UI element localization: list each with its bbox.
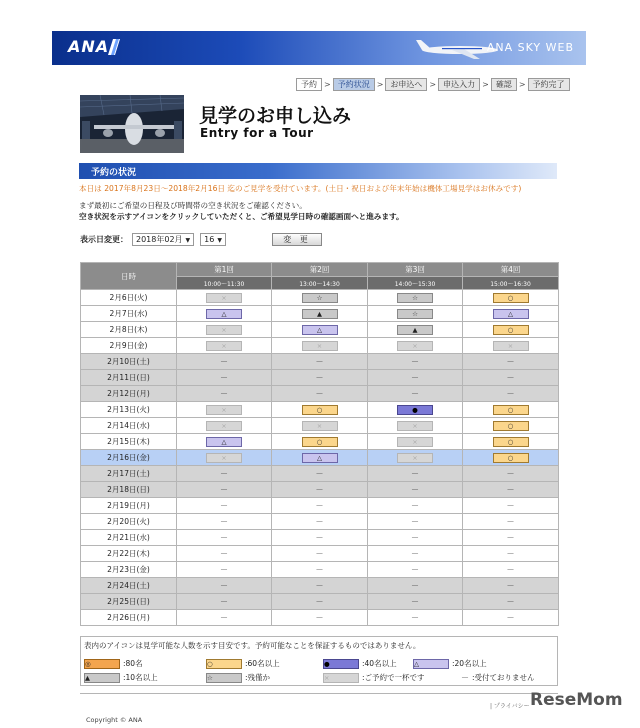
slot-cell [272,498,368,514]
not-accepting-mark: － [220,597,228,606]
full-icon: × [206,405,242,415]
slot-cell [177,562,272,578]
table-row [81,514,559,530]
slot-header: 第2回 [272,263,368,277]
slot-cell [463,578,559,594]
slot-cell [272,322,368,338]
slot-cell [463,418,559,434]
not-accepting-mark: － [220,373,228,382]
step-arrow-icon: > [429,80,437,89]
not-accepting-mark: － [220,581,228,590]
slot-cell [177,594,272,610]
slot-cell [463,450,559,466]
slot-cell [463,610,559,626]
dash-icon: － [461,673,469,682]
not-accepting-mark: － [220,517,228,526]
slot-cell [272,594,368,610]
step-arrow-icon: > [376,80,384,89]
slot-cell [368,306,463,322]
table-row [81,610,559,626]
table-row [81,290,559,306]
full-icon: × [206,325,242,335]
legend-item [206,658,280,669]
table-row [81,466,559,482]
full-icon: × [302,421,338,431]
legend-icon: ● [323,659,359,669]
table-row [81,434,559,450]
footer-divider [80,693,558,694]
slot-cell [177,386,272,402]
not-accepting-mark: － [315,597,324,606]
legend-label: :受付ておりません [472,673,535,682]
slot-cell [368,514,463,530]
date-cell: 2月9日(金) [81,338,177,354]
date-cell: 2月23日(金) [81,562,177,578]
slot-cell [368,370,463,386]
slot-time: 15:00～16:30 [463,277,559,290]
legend-label: :ご予約で一杯です [362,673,425,682]
availability-icon[interactable]: ○ [493,293,529,303]
not-accepting-mark: － [411,565,419,574]
not-accepting-mark: － [315,485,324,494]
not-accepting-mark: － [411,357,419,366]
site-header [52,31,586,65]
slot-cell [177,546,272,562]
copyright-text: Copyright © ANA [86,716,143,724]
date-change-row [80,233,232,246]
not-accepting-mark: － [411,517,419,526]
availability-icon[interactable]: ☆ [397,309,433,319]
day-column-header: 日時 [81,263,177,290]
schedule-table [80,262,559,626]
slot-cell [177,338,272,354]
legend-title: 表内のアイコンは見学可能な人数を示す目安です。予約可能なことを保証するものではありません。 [84,641,421,650]
step-arrow-icon: > [518,80,526,89]
availability-icon[interactable]: ☆ [397,293,433,303]
table-row [81,354,559,370]
not-accepting-mark: － [506,373,515,382]
date-cell: 2月24日(土) [81,578,177,594]
instruction-line-2: 空き状況を示すアイコンをクリックしていただくと、ご希望見学日時の確認画面へと進みます。 [79,212,404,221]
legend-label: :40名以上 [362,659,397,668]
slot-cell [177,418,272,434]
not-accepting-mark: － [315,389,324,398]
date-cell: 2月12日(月) [81,386,177,402]
brand-text: ANA SKY WEB [486,41,574,54]
watermark-logo: ReseMom [530,690,623,710]
slot-cell [368,546,463,562]
not-accepting-mark: － [411,485,419,494]
availability-icon[interactable]: ● [397,405,433,415]
legend-item [206,672,270,683]
slot-cell [272,610,368,626]
full-icon: × [493,341,529,351]
slot-cell [463,434,559,450]
table-row [81,386,559,402]
slot-cell [463,530,559,546]
table-row [81,306,559,322]
table-row [81,418,559,434]
not-accepting-mark: － [411,469,419,478]
chevron-down-icon: ▼ [217,237,222,244]
not-accepting-mark: － [411,389,419,398]
slot-cell [177,370,272,386]
privacy-link[interactable]: | プライバシー [490,703,530,710]
not-accepting-mark: － [411,533,419,542]
legend-item [413,658,487,669]
date-cell: 2月17日(土) [81,466,177,482]
slot-cell [368,338,463,354]
date-cell: 2月20日(火) [81,514,177,530]
page-subtitle: Entry for a Tour [200,126,314,140]
step-item: 予約完了 [528,78,570,91]
slot-cell [177,578,272,594]
slot-cell [463,306,559,322]
progress-steps [296,78,570,91]
slot-cell [368,418,463,434]
slot-cell [272,386,368,402]
legend-icon: ▲ [84,673,120,683]
slot-cell [463,354,559,370]
full-icon: × [206,293,242,303]
full-icon: × [397,453,433,463]
page-title: 見学のお申し込み [199,105,352,127]
not-accepting-mark: － [411,581,419,590]
not-accepting-mark: － [315,549,324,558]
slot-cell [368,594,463,610]
legend-label: :10名以上 [123,673,158,682]
full-icon: × [397,437,433,447]
slot-cell [368,466,463,482]
not-accepting-mark: － [315,501,324,510]
not-accepting-mark: － [506,549,515,558]
not-accepting-mark: － [506,501,515,510]
slot-header: 第1回 [177,263,272,277]
slot-cell [177,450,272,466]
slot-cell [177,306,272,322]
section-header [79,163,557,179]
legend-icon: △ [413,659,449,669]
slot-cell [368,402,463,418]
table-row [81,546,559,562]
slot-cell [368,450,463,466]
slot-cell [463,594,559,610]
slot-cell [272,466,368,482]
day-select-value: 16 [204,235,215,244]
date-change-label: 表示日変更： [80,235,128,244]
not-accepting-mark: － [220,485,228,494]
not-accepting-mark: － [315,565,324,574]
slot-cell [463,402,559,418]
slot-cell [463,514,559,530]
slot-cell [463,370,559,386]
not-accepting-mark: － [220,549,228,558]
slot-cell [177,290,272,306]
not-accepting-mark: － [506,613,515,622]
not-accepting-mark: － [506,581,515,590]
slot-cell [368,530,463,546]
slot-cell [368,354,463,370]
not-accepting-mark: － [411,613,419,622]
availability-icon[interactable]: ▲ [302,309,338,319]
legend-icon: ○ [206,659,242,669]
full-icon: × [397,341,433,351]
availability-icon[interactable]: △ [302,453,338,463]
not-accepting-mark: － [411,373,419,382]
not-accepting-mark: － [220,533,228,542]
availability-icon[interactable]: ☆ [302,293,338,303]
not-accepting-mark: － [411,549,419,558]
date-cell: 2月22日(木) [81,546,177,562]
availability-icon[interactable]: △ [206,309,242,319]
not-accepting-mark: － [315,357,324,366]
not-accepting-mark: － [411,597,419,606]
table-row [81,482,559,498]
not-accepting-mark: － [220,469,228,478]
table-row [81,338,559,354]
slot-cell [272,418,368,434]
slot-cell [272,434,368,450]
legend-icon: × [323,673,359,683]
change-date-button[interactable]: 変 更 [272,233,322,246]
slot-time: 10:00～11:30 [177,277,272,290]
table-row [81,498,559,514]
slot-cell [177,322,272,338]
slot-cell [272,514,368,530]
slot-cell [463,562,559,578]
not-accepting-mark: － [315,533,324,542]
slot-cell [177,402,272,418]
legend-item [84,658,143,669]
availability-icon[interactable]: ○ [493,405,529,415]
not-accepting-mark: － [506,469,515,478]
slot-header: 第3回 [368,263,463,277]
slot-time: 13:00～14:30 [272,277,368,290]
slot-cell [368,322,463,338]
legend-label: :20名以上 [452,659,487,668]
date-cell: 2月11日(日) [81,370,177,386]
slot-cell [272,450,368,466]
availability-icon[interactable]: △ [206,437,242,447]
slot-cell [368,562,463,578]
full-icon: × [206,453,242,463]
step-item: お申込へ [385,78,427,91]
availability-icon[interactable]: △ [302,325,338,335]
legend-label: :残僅か [245,673,271,682]
legend-label: :60名以上 [245,659,280,668]
slot-cell [177,482,272,498]
slot-cell [272,482,368,498]
slot-cell [368,610,463,626]
availability-icon[interactable]: ○ [493,453,529,463]
not-accepting-mark: － [506,357,515,366]
table-row [81,402,559,418]
availability-icon[interactable]: △ [493,309,529,319]
slot-cell [463,482,559,498]
slot-cell [177,498,272,514]
not-accepting-mark: － [220,357,228,366]
slot-cell [368,434,463,450]
not-accepting-mark: － [506,485,515,494]
step-arrow-icon: > [482,80,489,89]
full-icon: × [206,421,242,431]
date-cell: 2月8日(木) [81,322,177,338]
not-accepting-mark: － [506,565,515,574]
not-accepting-mark: － [506,517,515,526]
instruction-line-1: まず最初にご希望の日程及び時間帯の空き状況をご確認ください。 [79,201,307,210]
slot-cell [463,546,559,562]
slot-cell [368,578,463,594]
date-cell: 2月21日(水) [81,530,177,546]
not-accepting-mark: － [315,581,324,590]
date-cell: 2月16日(金) [81,450,177,466]
availability-notice: 本日は 2017年8月23日～2018年2月16日 迄のご見学を受付ています。(土日・祝日および年末年始は機体工場見学はお休みです) [79,184,522,193]
slot-cell [177,514,272,530]
step-item: 確認 [491,78,517,91]
table-row [81,530,559,546]
full-icon: × [397,421,433,431]
not-accepting-mark: － [315,613,324,622]
table-row [81,594,559,610]
date-cell: 2月10日(土) [81,354,177,370]
hangar-photo [80,95,184,153]
slot-cell [272,290,368,306]
availability-icon[interactable]: ○ [302,405,338,415]
slot-cell [272,562,368,578]
not-accepting-mark: － [220,565,228,574]
table-row [81,578,559,594]
slot-time: 14:00～15:30 [368,277,463,290]
slot-cell [368,482,463,498]
not-accepting-mark: － [315,517,324,526]
slot-cell [177,610,272,626]
slot-cell [463,386,559,402]
table-row [81,370,559,386]
date-cell: 2月25日(日) [81,594,177,610]
step-item: 予約 [296,78,322,91]
slot-cell [272,306,368,322]
slot-cell [463,498,559,514]
full-icon: × [206,341,242,351]
step-item: 申込入力 [438,78,480,91]
step-item: 予約状況 [333,78,375,91]
day-select[interactable] [200,233,226,246]
slot-header: 第4回 [463,263,559,277]
slot-cell [368,386,463,402]
slot-cell [177,354,272,370]
not-accepting-mark: － [315,469,324,478]
chevron-down-icon: ▼ [185,237,191,244]
not-accepting-mark: － [506,389,515,398]
ana-logo[interactable]: ANA [68,37,110,56]
slot-cell [177,434,272,450]
date-cell: 2月14日(水) [81,418,177,434]
slot-cell [272,546,368,562]
not-accepting-mark: － [220,389,228,398]
legend-item [323,672,425,683]
slot-cell [272,338,368,354]
month-select[interactable] [132,233,194,246]
legend-item [461,672,535,683]
section-title: 予約の状況 [91,168,137,178]
legend-item [84,672,158,683]
slot-cell [272,354,368,370]
date-cell: 2月18日(日) [81,482,177,498]
not-accepting-mark: － [506,533,515,542]
slot-cell [463,466,559,482]
not-accepting-mark: － [220,613,228,622]
slot-cell [177,530,272,546]
date-cell: 2月19日(月) [81,498,177,514]
date-cell: 2月13日(火) [81,402,177,418]
date-cell: 2月26日(月) [81,610,177,626]
not-accepting-mark: － [315,373,324,382]
availability-icon[interactable]: ▲ [397,325,433,335]
table-row [81,450,559,466]
step-arrow-icon: > [324,80,331,89]
date-cell: 2月6日(火) [81,290,177,306]
legend-label: :80名 [123,659,143,668]
availability-icon[interactable]: ○ [493,325,529,335]
legend-icon: ☆ [206,673,242,683]
date-cell: 2月7日(水) [81,306,177,322]
logo-slash-icon [108,39,120,55]
date-cell: 2月15日(木) [81,434,177,450]
slot-cell [272,578,368,594]
availability-icon[interactable]: ○ [493,421,529,431]
not-accepting-mark: － [506,597,515,606]
slot-cell [272,402,368,418]
slot-cell [463,322,559,338]
full-icon: × [302,341,338,351]
slot-cell [177,466,272,482]
table-row [81,562,559,578]
icon-legend [80,636,558,686]
slot-cell [272,530,368,546]
slot-cell [272,370,368,386]
slot-cell [463,338,559,354]
not-accepting-mark: － [220,501,228,510]
availability-icon[interactable]: ○ [302,437,338,447]
not-accepting-mark: － [411,501,419,510]
slot-cell [368,498,463,514]
legend-icon: ◎ [84,659,120,669]
legend-item [323,658,397,669]
slot-cell [463,290,559,306]
month-select-value: 2018年02月 [136,235,183,244]
slot-cell [368,290,463,306]
availability-icon[interactable]: ○ [493,437,529,447]
table-row [81,322,559,338]
